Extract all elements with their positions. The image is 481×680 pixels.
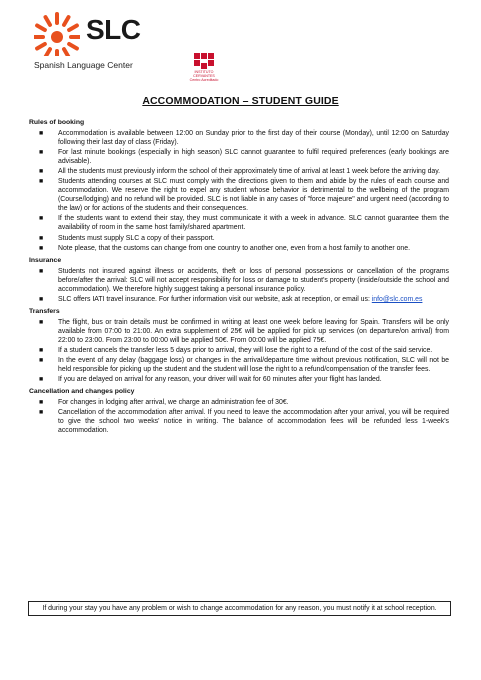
brand-subtitle: Spanish Language Center <box>34 60 133 70</box>
list-item-text: The flight, bus or train details must be confirmed in writing at least one week before leaving for Spain. Transfers will be only available from 07:00 to 21:00. An extra supplement of 25€ will be applied for pick up services (on departure/on arrival) from 22:00 to 23:00. From 23:00 to 00:00 will be applied 50€. From 00:00 will be applied 75€. <box>58 318 449 344</box>
bullet-icon: ■ <box>39 244 44 252</box>
insurance-list <box>29 267 449 304</box>
rules-list <box>29 129 449 253</box>
cervantes-logo-icon <box>193 52 215 70</box>
list-item-text: For last minute bookings (especially in high season) SLC cannot guarantee to fulfil required preferences (early bookings are advisable). <box>58 149 449 166</box>
bullet-icon: ■ <box>39 346 44 354</box>
bullet-icon: ■ <box>39 356 44 364</box>
list-item <box>29 295 449 304</box>
section-heading: Cancellation and changes policy <box>29 388 135 396</box>
list-item <box>29 167 449 176</box>
bullet-icon: ■ <box>39 399 44 407</box>
email-link[interactable]: info@slc.com.es <box>371 295 423 303</box>
bullet-icon: ■ <box>39 318 44 326</box>
notice-box: If during your stay you have any problem or wish to change accommodation for any reason, you must notify it at school reception. <box>28 601 451 616</box>
list-item <box>29 177 449 213</box>
list-item <box>29 244 449 253</box>
list-item-text: Cancellation of the accommodation after arrival. If you need to leave the accommodation after your arrival, you will be required to give the school two weeks' notice in writing. The balance of accommodation fees will be refunded less 1-week's accommodation. <box>58 409 449 435</box>
list-item <box>29 214 449 232</box>
guide-body <box>29 118 449 438</box>
list-item <box>29 408 449 435</box>
list-item-text: Students not insured against illness or accidents, theft or loss of personal possessions or cancellation of the programs before/after the arrival: SLC will not accept responsibility for loss or damage to student's property (inside/outside the school and accommodation). We therefore highly suggest taking a personal insurance policy. <box>58 267 449 293</box>
list-item <box>29 148 449 166</box>
list-item-text: Students must supply SLC a copy of their passport. <box>58 234 215 242</box>
bullet-icon: ■ <box>39 215 44 223</box>
list-item-text: If the students want to extend their stay, they must communicate it with a week in advance. SLC cannot guarantee them the availability of room in the same host family/shared apartment. <box>58 215 449 232</box>
bullet-icon: ■ <box>39 149 44 157</box>
brand-name: SLC <box>86 14 141 45</box>
cancellation-list <box>29 398 449 435</box>
cervantes-label: INSTITUTO CERVANTES Centro Acreditado <box>189 70 219 82</box>
bullet-icon: ■ <box>39 376 44 384</box>
slc-sun-logo-icon <box>34 10 80 56</box>
list-item <box>29 398 449 407</box>
list-item <box>29 318 449 345</box>
list-item-text: Accommodation is available between 12:00 on Sunday prior to the first day of their course (Monday), until 12:00 on Saturday following their last day of class (Friday). <box>58 130 449 147</box>
list-item-text: All the students must previously inform the school of their approximately time of arrival at least 1 week before the arriving day. <box>58 168 441 176</box>
bullet-icon: ■ <box>39 409 44 417</box>
section-cancellation-policy <box>29 387 449 435</box>
list-item <box>29 346 449 355</box>
list-item <box>29 375 449 384</box>
bullet-icon: ■ <box>39 168 44 176</box>
list-item <box>29 129 449 147</box>
bullet-icon: ■ <box>39 178 44 186</box>
list-item-text: If you are delayed on arrival for any reason, your driver will wait for 60 minutes after your flight has landed. <box>58 376 382 384</box>
bullet-icon: ■ <box>39 267 44 275</box>
bullet-icon: ■ <box>39 234 44 242</box>
bullet-icon: ■ <box>39 295 44 303</box>
transfers-list <box>29 318 449 384</box>
section-heading: Rules of booking <box>29 119 85 126</box>
list-item-text: Note please, that the customs can change from one country to another one, even from a host family to another one. <box>58 244 411 252</box>
list-item-text: Students attending courses at SLC must comply with the directions given to them and abide by the rules of each course and accommodation. We reserve the right to expel any student whose behavior is detrimental to the wellbeing of the program (Course/lodging) and no refund will be provided. SLC is not liable in any cases of "force majeure" and urgent need (according to the law) or for actions of the students and their consequences. <box>58 178 449 213</box>
list-item-text: For changes in lodging after arrival, we charge an administration fee of 30€. <box>58 399 289 407</box>
list-item <box>29 234 449 243</box>
list-item-text: SLC offers IATI travel insurance. For further information visit our website, ask at reception, or email us: <box>58 295 372 303</box>
list-item-text: In the event of any delay (baggage loss) or changes in the arrival/departure time without previous notification, SLC will not be held responsible for picking up the student and the student will lose the right to a refund/compensation of the transfer fees. <box>58 356 449 374</box>
section-rules-of-booking <box>29 118 449 253</box>
instituto-cervantes-seal <box>188 52 220 86</box>
section-heading: Insurance <box>29 256 62 264</box>
list-item <box>29 267 449 294</box>
section-insurance <box>29 256 449 304</box>
list-item-text: If a student cancels the transfer less 5 days prior to arrival, they will lose the right to a refund of the cost of the said service. <box>58 346 433 354</box>
page-title: ACCOMMODATION – STUDENT GUIDE <box>142 95 339 107</box>
section-transfers <box>29 307 449 384</box>
bullet-icon: ■ <box>39 130 44 137</box>
list-item <box>29 356 449 374</box>
section-heading: Transfers <box>29 307 60 315</box>
document-header <box>28 8 468 88</box>
